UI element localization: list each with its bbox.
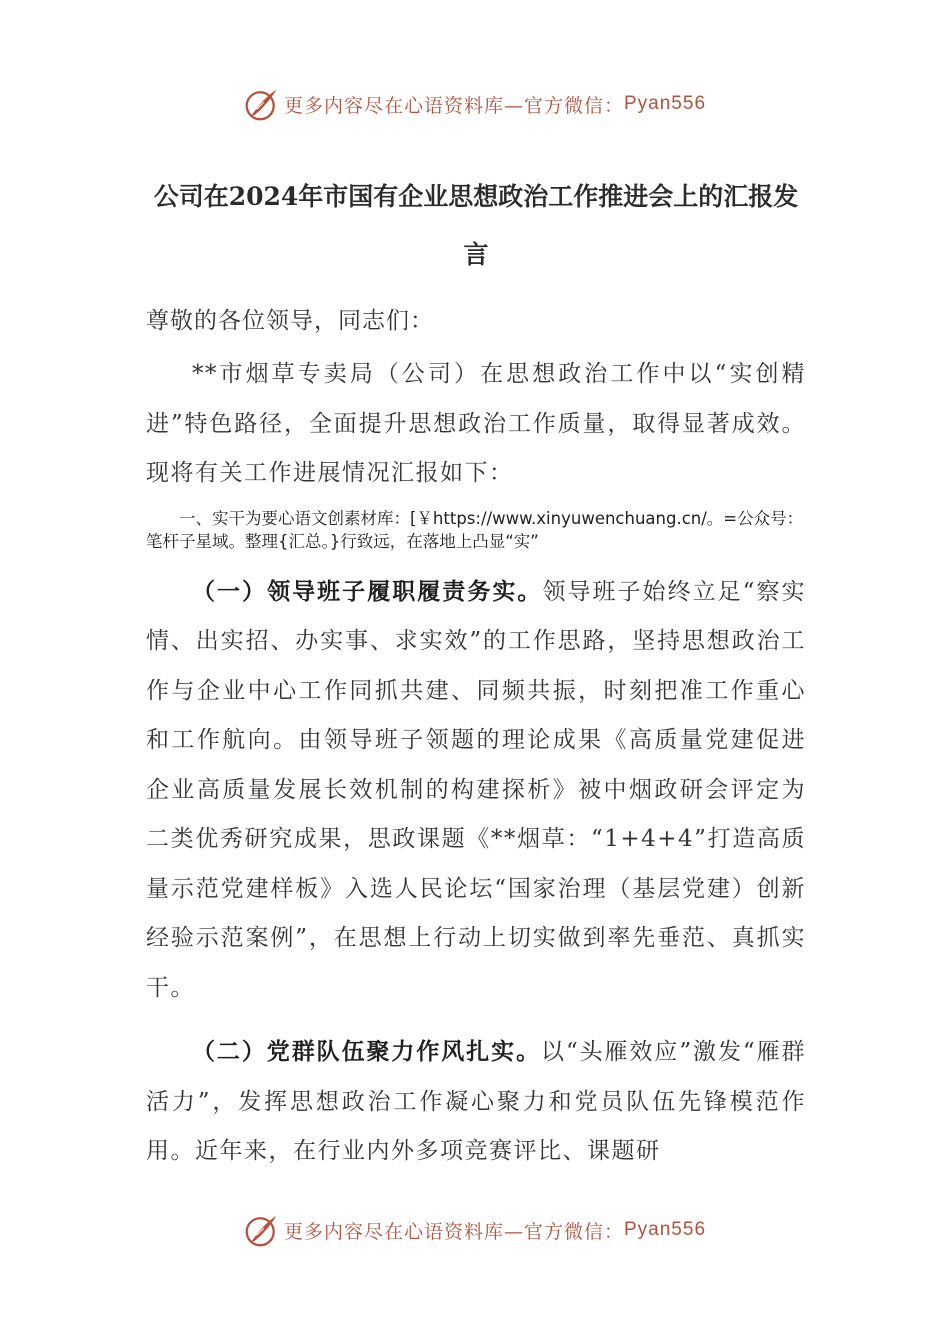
paragraph-2-lead: （二）党群队伍聚力作风扎实。 (192, 1038, 542, 1065)
banner-wechat-id: Pyan556 (624, 93, 707, 114)
greeting: 尊敬的各位领导，同志们： (146, 308, 434, 334)
intro-paragraph: **市烟草专卖局（公司）在思想政治工作中以“实创精进”特色路径，全面提升思想政治工作质量，取得显著成效。现将有关工作进展情况汇报如下： (146, 361, 806, 486)
quill-pen-icon (244, 1212, 280, 1248)
paragraph-1-lead: （一）领导班子履职履责务实。 (192, 577, 543, 605)
footer-banner (0, 1210, 950, 1250)
banner-text: 更多内容尽在心语资料库—官方微信： (283, 1220, 624, 1243)
banner-wechat-id: Pyan556 (624, 1219, 707, 1240)
header-banner (0, 84, 950, 124)
document-body (146, 168, 806, 1177)
quill-pen-icon (244, 86, 280, 122)
paragraph-2 (146, 1027, 806, 1177)
banner-text: 更多内容尽在心语资料库—官方微信： (283, 94, 624, 117)
paragraph-1-body: 领导班子始终立足“察实情、出实招、办实事、求实效”的工作思路，坚持思想政治工作与企业中心工作同抓共建、同频共振，时刻把准工作重心和工作航向。由领导班子领题的理论成果《高质量党建促进企业高质量发展长效机制的构建探析》被中烟政研会评定为二类优秀研究成果，思政课题《**烟草：“1+4+4”打造高质量示范党建样板》入选人民论坛“国家治理（基层党建）创新经验示范案例”，在思想上行动上切实做到率先垂范、真抓实干。 (146, 578, 807, 1001)
document-title: 公司在2024年市国有企业思想政治工作推进会上的汇报发言 (153, 182, 799, 269)
section-heading: 一、实干为要心语文创素材库：[￥https://www.xinyuwenchuang.cn/。=公众号：笔杆子星域。整理{汇总。}行致远，在落地上凸显“实” (146, 508, 804, 551)
paragraph-2-body: 以“头雁效应”激发“雁群活力”，发挥思想政治工作凝心聚力和党员队伍先锋模范作用。近年来，在行业内外多项竞赛评比、课题研 (146, 1039, 807, 1164)
paragraph-1 (146, 567, 806, 1014)
